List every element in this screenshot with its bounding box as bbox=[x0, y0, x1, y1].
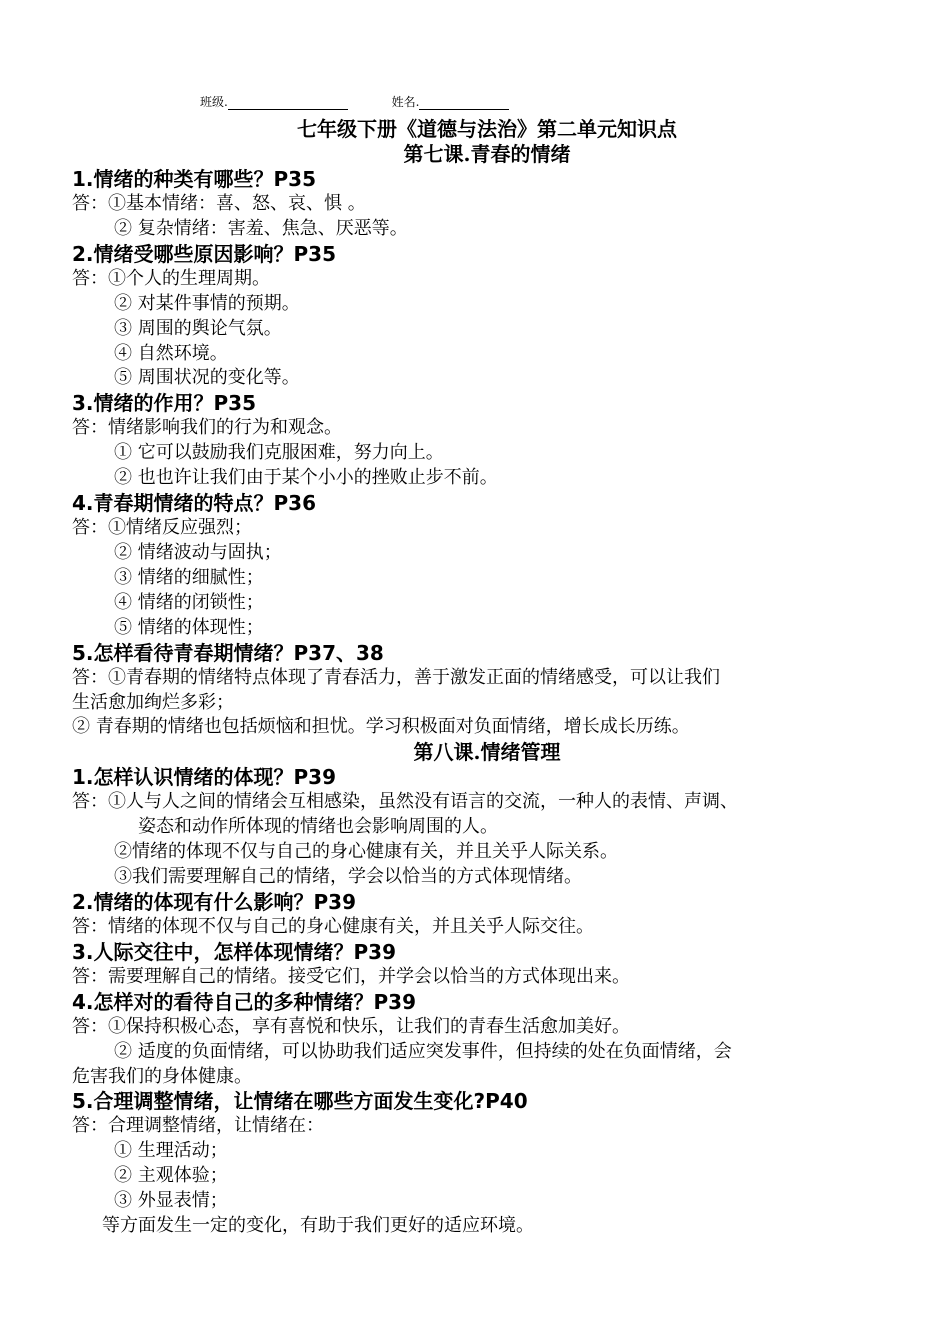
lesson8-q5-a1: ① 生理活动； bbox=[114, 1140, 228, 1162]
lesson7-q2: 2.情绪受哪些原因影响？P35 bbox=[72, 241, 337, 266]
lesson7-q2-a4: ⑤ 周围状况的变化等。 bbox=[114, 367, 300, 389]
lesson7-q4-a4: ⑤ 情绪的体现性； bbox=[114, 616, 264, 638]
lesson7-q1: 1.情绪的种类有哪些？P35 bbox=[72, 167, 317, 191]
lesson8-q1-a1: 姿态和动作所体现的情绪也会影响周围的人。 bbox=[138, 816, 498, 838]
lesson8-q5-a3: ③ 外显表情； bbox=[114, 1190, 228, 1212]
lesson7-q4-a1: ② 情绪波动与固执； bbox=[114, 541, 282, 563]
lesson7-q4-a0: 答：①情绪反应强烈； bbox=[72, 517, 252, 539]
lesson8-q1-a3: ③我们需要理解自己的情绪，学会以恰当的方式体现情绪。 bbox=[114, 866, 582, 888]
lesson7-q4-a3: ④ 情绪的闭锁性； bbox=[114, 591, 264, 613]
lesson7-title: 第七课.青春的情绪 bbox=[403, 142, 571, 166]
lesson8-q5-a0: 答：合理调整情绪，让情绪在： bbox=[72, 1115, 324, 1137]
lesson8-q4-a0: 答：①保持积极心态，享有喜悦和快乐，让我们的青春生活愈加美好。 bbox=[72, 1015, 630, 1037]
lesson8-q3-a0: 答：需要理解自己的情绪。接受它们，并学会以恰当的方式体现出来。 bbox=[72, 965, 630, 987]
lesson8-q4: 4.怎样对的看待自己的多种情绪？P39 bbox=[72, 989, 417, 1014]
lesson7-q5: 5.怎样看待青春期情绪？P37、38 bbox=[72, 640, 384, 665]
lesson7-q5-a0: 答：①青春期的情绪特点体现了青春活力，善于激发正面的情绪感受，可以让我们 bbox=[72, 666, 720, 688]
lesson7-q4-a2: ③ 情绪的细腻性； bbox=[114, 566, 264, 588]
lesson7-q3: 3.情绪的作用？P35 bbox=[72, 391, 257, 416]
name-label: 姓名. bbox=[391, 95, 420, 109]
lesson7-q3-a0: 答：情绪影响我们的行为和观念。 bbox=[72, 417, 342, 439]
lesson8-q5: 5.合理调整情绪，让情绪在哪些方面发生变化?P40 bbox=[72, 1089, 528, 1114]
document-body bbox=[72, 116, 902, 1239]
lesson7-q1-a1: ② 复杂情绪：害羞、焦急、厌恶等。 bbox=[114, 217, 408, 239]
name-blank[interactable] bbox=[419, 97, 509, 110]
lesson8-q5-a4: 等方面发生一定的变化，有助于我们更好的适应环境。 bbox=[102, 1215, 534, 1237]
class-label: 班级. bbox=[200, 95, 228, 109]
lesson8-q1-a0: 答：①人与人之间的情绪会互相感染，虽然没有语言的交流，一种人的表情、声调、 bbox=[72, 791, 738, 813]
lesson8-q2-a0: 答：情绪的体现不仅与自己的身心健康有关，并且关乎人际交往。 bbox=[72, 915, 594, 937]
lesson8-q3: 3.人际交往中，怎样体现情绪？P39 bbox=[72, 939, 397, 964]
lesson7-q2-a0: 答：①个人的生理周期。 bbox=[72, 267, 270, 289]
lesson7-q5-a1: 生活愈加绚烂多彩； bbox=[72, 691, 234, 713]
lesson8-q1: 1.怎样认识情绪的体现？P39 bbox=[72, 765, 337, 790]
lesson8-q2: 2.情绪的体现有什么影响？P39 bbox=[72, 889, 357, 914]
lesson7-q3-a1: ① 它可以鼓励我们克服困难，努力向上。 bbox=[114, 442, 444, 464]
lesson8-q5-a2: ② 主观体验； bbox=[114, 1165, 228, 1187]
lesson7-q3-a2: ② 也也许让我们由于某个小小的挫败止步不前。 bbox=[114, 467, 498, 489]
lesson7-q5-a2: ② 青春期的情绪也包括烦恼和担忧。学习积极面对负面情绪，增长成长历练。 bbox=[72, 716, 690, 738]
lesson8-q4-a1: ② 适度的负面情绪，可以协助我们适应突发事件，但持续的处在负面情绪，会 bbox=[114, 1040, 732, 1062]
lesson8-q1-a2: ②情绪的体现不仅与自己的身心健康有关，并且关乎人际关系。 bbox=[114, 841, 618, 863]
lesson7-q1-a0: 答：①基本情绪：喜、怒、哀、惧 。 bbox=[72, 193, 366, 214]
lesson8-title: 第八课.情绪管理 bbox=[413, 740, 561, 765]
student-info-header bbox=[200, 94, 509, 110]
class-blank[interactable] bbox=[228, 97, 348, 110]
lesson7-q2-a3: ④ 自然环境。 bbox=[114, 342, 228, 364]
lesson7-q4: 4.青春期情绪的特点？P36 bbox=[72, 491, 317, 516]
document-title: 七年级下册《道德与法治》第二单元知识点 bbox=[297, 117, 677, 141]
lesson7-q2-a1: ② 对某件事情的预期。 bbox=[114, 292, 300, 314]
lesson8-q4-a2: 危害我们的身体健康。 bbox=[72, 1065, 252, 1087]
lesson7-q2-a2: ③ 周围的舆论气氛。 bbox=[114, 317, 282, 339]
